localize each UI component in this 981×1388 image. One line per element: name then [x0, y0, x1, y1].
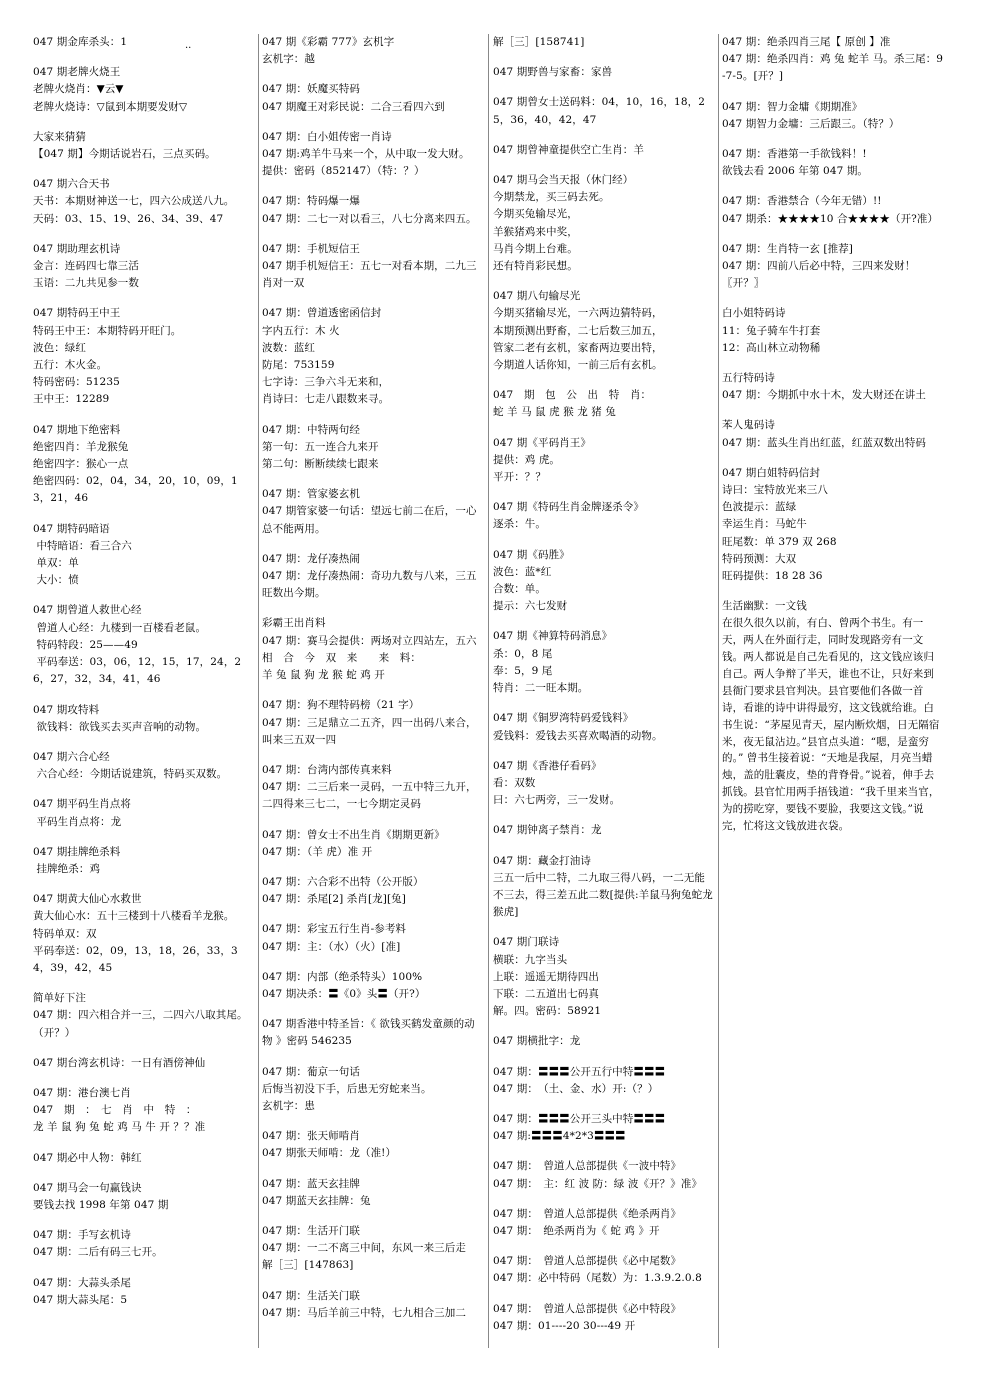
block-heading: 047 期：生肖特一玄 [推荐]: [722, 242, 854, 255]
text-block: [493, 1033, 715, 1050]
block-line: 合数：单。: [493, 583, 546, 596]
text-block: [262, 241, 484, 293]
block-heading: 047 期地下绝密料: [33, 423, 121, 436]
block-heading: 047 期：中特两句经: [262, 423, 360, 436]
block-heading: 047 期： 曾道人总部提供《绝杀两肖》: [493, 1207, 682, 1220]
text-block: [262, 81, 484, 115]
block-line: 047 期：四前八后必中特，三四来发财！〖开？〗: [722, 260, 916, 290]
block-heading: 047 期：龙仔凑热闹: [262, 552, 360, 565]
block-heading: 047 期：葡京一句话: [262, 1065, 360, 1078]
text-block: [493, 547, 715, 616]
block-heading: 047 期：曾女士不出生肖《期期更新》: [262, 828, 445, 841]
text-block: [493, 934, 715, 1020]
block-line: 11：兔子骑车牛打套: [722, 324, 821, 337]
block-line: 047 期决杀：〓《0》头〓（开?）: [262, 987, 426, 1000]
block-heading: 047 期 包 公 出 特 肖：: [493, 389, 652, 402]
text-block: [493, 822, 715, 839]
text-block: [493, 710, 715, 744]
block-line: 提示：六七发财: [493, 600, 568, 613]
block-line: 平码奉送：02，09，13，18，26，33，34，39，42，45: [33, 944, 238, 974]
block-heading: 047 期：手写玄机诗: [33, 1229, 131, 1242]
block-heading: 047 期香港中特圣旨：《 欲钱买鹤发童颜的动物 》密码 546235: [262, 1018, 475, 1048]
text-block: [493, 64, 715, 81]
block-line: 旺码提供：18 28 36: [722, 570, 823, 583]
text-block: [722, 99, 944, 133]
block-line: 平码奉送：03，06，12，15，17，24，26，27，32，34，41，46: [33, 656, 242, 686]
block-heading: 047 期：生活开门联: [262, 1224, 360, 1237]
block-heading: 047 期野兽与家畜：家兽: [493, 66, 613, 79]
block-line: 047 期：赛马会提供：两场对立四站左，五六 相 合 今 双 来 来 料：: [262, 634, 488, 664]
text-block: [33, 1227, 255, 1261]
block-line: 047 期：杀尾[2] 杀肖[龙][兔]: [262, 893, 406, 906]
block-line: 在很久很久以前，有白、曾两个书生。有一天，两人在外面行走，同时发现路旁有一文钱。两人都说是自己先看见的，这文钱应该归自己。两人争辩了半天，谁也不让，只好来到县衙门要求县官判决。县官要他们各做一首诗，看谁的诗中讲得最穷，这文钱就给谁。白书生说：“茅屋见青天，屋内断炊烟，日无隔宿米，夜无鼠沾边。”县官点头道：“嗯，是蛮穷的。” 曾书生接着说：“天地是我屋，月亮当蜡烛，盖的肚囊皮，垫的背脊骨。”说着，伸手去抓钱。县官忙用两手捂钱道：“我千里来当官，为的捞吃穿，要钱不要脸，我要这文钱。”说完，忙将这文钱放进衣袋。: [722, 617, 940, 833]
block-heading: 047 期《彩霸 777》玄机字: [262, 36, 395, 48]
block-heading: 生活幽默：一文钱: [722, 600, 807, 613]
text-block: [262, 34, 484, 68]
block-heading: 047 期八句输尽光: [493, 290, 581, 303]
block-heading: 047 期门联诗: [493, 936, 560, 949]
block-line: 第一句：五一连合九来开: [262, 440, 379, 453]
text-block: [493, 1158, 715, 1192]
text-block: [722, 465, 944, 585]
text-block: [262, 1176, 484, 1210]
block-line: 羊 兔 鼠 狗 龙 猴 蛇 鸡 开: [262, 669, 385, 682]
block-line: 047 期：三足鼎立二五齐，四一出码八来合，叫来三五双一四: [262, 716, 477, 746]
block-line: 今期买猪输尽光，一六两边猜特码，: [493, 307, 663, 320]
block-line: 047 期:鸡羊牛马来一个，从中取一发大财。: [262, 148, 470, 161]
text-block: [33, 602, 255, 688]
text-block: [33, 1180, 255, 1214]
block-line: 047 期：蓝头生肖出红蓝，红蓝双数出特码: [722, 436, 926, 449]
block-line: 047 期大蒜头尾：5: [33, 1293, 128, 1306]
block-line: 要钱去找 1998 年第 047 期: [33, 1198, 169, 1211]
block-heading: 047 期曾神童提供空亡生肖：羊: [493, 143, 644, 156]
block-heading: 047 期：蓝天玄挂牌: [262, 1177, 360, 1190]
block-line: 看：双数: [493, 776, 536, 789]
text-block: [493, 1111, 715, 1145]
block-line: 047 期智力金墉：三后跟三。（特？）: [722, 117, 900, 130]
block-line: 12：高山林立动物稀: [722, 341, 821, 354]
block-heading: 047 期平码生肖点将: [33, 798, 131, 811]
block-line: 今期禁龙，买三码去死。: [493, 191, 610, 204]
block-line: 管家二老有玄机，家畜两边要出特，: [493, 341, 663, 354]
block-heading: 彩霸王出肖料: [262, 617, 326, 630]
text-block: [722, 34, 944, 86]
block-line: 047 期：二七一对以看三，八七分离来四五。: [262, 212, 477, 225]
block-heading: 047 期：六合彩不出特（公开版）: [262, 875, 424, 888]
column-4: [722, 34, 944, 1348]
block-line: 绝密四码：02，04，34，20，10，09，13，21，46: [33, 475, 238, 505]
block-line: 天码：03、15、19、26、34、39、47: [33, 212, 224, 225]
block-heading: 047 期：狗不理特码榜（21 字）: [262, 699, 420, 712]
block-heading: 047 期《铜罗湾特码爱钱料》: [493, 712, 634, 725]
block-line: 047 期管家婆一句话：望远七前二在后，一心总不能两用。: [262, 505, 477, 535]
text-block: [33, 1150, 255, 1167]
text-block: [493, 172, 715, 275]
text-block: [722, 193, 944, 227]
block-line: 047 期：（羊 虎）准 开: [262, 845, 373, 858]
block-line: 玉语：二九共见参一数: [33, 277, 139, 290]
text-block: [493, 1064, 715, 1098]
text-block: [262, 1223, 484, 1275]
text-block: [493, 94, 715, 128]
block-line: 字内五行：木 火: [262, 324, 340, 337]
text-block: [33, 176, 255, 228]
block-heading: 047 期《码胜》: [493, 548, 570, 561]
block-line: 龙 羊 鼠 狗 兔 蛇 鸡 马 牛 开 ？？准: [33, 1121, 206, 1134]
block-heading: 解［三］[158741]: [493, 36, 585, 48]
text-block: [493, 387, 715, 421]
column-3: [493, 34, 715, 1348]
text-block: [33, 422, 255, 508]
block-line: 047 期魔王对彩民说：二合三看四六到: [262, 100, 445, 113]
text-block: [262, 874, 484, 908]
text-block: [33, 129, 255, 163]
block-heading: 047 期《平码肖王》: [493, 436, 591, 449]
block-heading: 047 期曾道人救世心经: [33, 604, 142, 617]
block-heading: 047 期：张天师啃肖: [262, 1130, 360, 1143]
block-line: 七字诗：三争六斗无来和，: [262, 376, 390, 389]
text-block: [493, 758, 715, 810]
block-line: 老牌火烧诗：▽鼠到本期要发财▽: [33, 100, 188, 113]
text-block: [493, 142, 715, 159]
block-line: 047 期： 主：红 波 防：绿 波《开？》准》: [493, 1177, 703, 1190]
text-block: [262, 827, 484, 861]
text-block: [33, 749, 255, 783]
block-heading: 047 期黄大仙心水救世: [33, 893, 142, 906]
block-line: 047 期：马后羊前三中特，七九相合三加二: [262, 1306, 466, 1319]
block-heading: 047 期金库杀头：1: [33, 36, 128, 48]
block-line: 杀：0，8 尾: [493, 647, 553, 660]
text-block: [33, 702, 255, 736]
block-line: 诗曰：宝特放光来三八: [722, 484, 828, 497]
block-line: 解。四。密码：58921: [493, 1005, 602, 1018]
text-block: [262, 305, 484, 408]
block-line: 解［三］[147863]: [262, 1259, 354, 1272]
block-line: 上联：遥遥无期待四出: [493, 970, 599, 983]
block-heading: 047 期：台湾内部传真来料: [262, 763, 392, 776]
block-heading: 047 期：藏金打油诗: [493, 854, 591, 867]
block-line: 挂牌绝杀：鸡: [33, 862, 101, 875]
block-heading: 047 期《特码生肖金牌逐杀令》: [493, 501, 644, 514]
block-heading: 047 期：白小姐传密一肖诗: [262, 130, 392, 143]
text-block: [33, 796, 255, 830]
block-line: 曰：六七两旁，三一发财。: [493, 794, 621, 807]
text-block: [493, 853, 715, 922]
block-line: 047 期张天师啃：龙（准!）: [262, 1147, 397, 1160]
text-block: [33, 1275, 255, 1309]
block-heading: 047 期《神算特码消息》: [493, 630, 613, 643]
text-block: [33, 891, 255, 977]
block-heading: 047 期横批字：龙: [493, 1035, 581, 1048]
block-line: 047 期： 绝杀两肖为《 蛇 鸡 》开: [493, 1224, 660, 1237]
block-line: 三五一后中二特，二九取三得八码，一二无能不三去，得三差五此二数[提供:羊鼠马狗兔蛇龙猴虎]: [493, 871, 713, 919]
text-block: [33, 844, 255, 878]
text-block: [33, 1085, 255, 1137]
text-block: [33, 34, 255, 51]
text-block: [33, 521, 255, 590]
text-block: [493, 499, 715, 533]
block-line: 047 期手机短信王：五七一对看本期，二九三肖对一双: [262, 260, 477, 290]
block-line: 波数：蓝红: [262, 341, 315, 354]
block-line: 平开：？？: [493, 471, 546, 484]
text-block: [262, 921, 484, 955]
block-heading: 047 期：内部（绝杀特头）100%: [262, 970, 423, 983]
block-line: 马肖今期上台难。: [493, 242, 578, 255]
block-line: 王中王：12289: [33, 393, 110, 406]
block-heading: 047 期曾女士送码料：04，10，16，18，25，36，40，42，47: [493, 96, 706, 126]
block-line: 羊猴猪鸡来中奖，: [493, 225, 578, 238]
block-heading: 047 期台湾玄机诗：一日有酒傍神仙: [33, 1056, 206, 1069]
block-heading: 047 期：智力金墉《期期准》: [722, 100, 863, 113]
block-line: 特码特段：25——49: [33, 638, 138, 651]
text-block: [493, 288, 715, 374]
block-line: 047 期 ： 七 肖 中 特 ：: [33, 1104, 197, 1117]
block-heading: 047 期六合天书: [33, 178, 110, 191]
block-line: 玄机字：患: [262, 1099, 315, 1112]
block-line: 下联：二五道出七码真: [493, 987, 599, 1000]
column-divider: [258, 34, 259, 1348]
block-line: 色波提示：蓝绿: [722, 501, 797, 514]
block-line: 047 期：二后有码三七开。: [33, 1246, 163, 1259]
text-block: [493, 628, 715, 697]
block-line: 047 期：龙仔凑热闹：奇功九数与八来，三五旺数出今期。: [262, 570, 477, 600]
text-block: [493, 1301, 715, 1335]
block-line: 蛇 羊 马 鼠 虎 猴 龙 猪 兔: [493, 406, 616, 419]
block-line: 金言：连码四七靠三活: [33, 260, 139, 273]
text-block: [262, 1064, 484, 1116]
text-block: [33, 1055, 255, 1072]
block-heading: 大家来猜猜: [33, 130, 86, 143]
block-line: 提供：密码（852147）（特：？）: [262, 165, 425, 178]
block-heading: 047 期：绝杀四肖三尾【 原创 】准: [722, 36, 891, 48]
column-2: [262, 34, 488, 1348]
text-block: [262, 422, 484, 474]
text-block: [262, 762, 484, 814]
block-heading: 047 期：特码爆一爆: [262, 195, 360, 208]
block-heading: 047 期马会一句赢钱诀: [33, 1181, 142, 1194]
block-heading: 047 期：香港禁合（今年无错）!!: [722, 195, 882, 208]
text-block: [493, 1206, 715, 1240]
block-line: 黄大仙心水：五十三楼到十八楼看羊龙猴。: [33, 910, 235, 923]
block-line: 提供：鸡 虎。: [493, 453, 561, 466]
text-block: [722, 241, 944, 293]
block-heading: 白小姐特码诗: [722, 307, 786, 320]
block-line: 特码密码：51235: [33, 376, 120, 389]
block-line: 中特暗语：看三合六: [33, 539, 132, 552]
block-heading: 047 期马会当天报（休门经）: [493, 174, 634, 187]
block-line: 还有特肖彩民想。: [493, 260, 578, 273]
text-block: [722, 146, 944, 180]
block-heading: 047 期助理玄机诗: [33, 242, 121, 255]
column-1: [33, 34, 255, 1348]
block-heading: 047 期：妖魔买特码: [262, 83, 360, 96]
text-block: [262, 1288, 484, 1322]
text-block: [722, 305, 944, 357]
block-line: 平码生肖点将：龙: [33, 815, 122, 828]
block-heading: 047 期：香港第一手欲钱料！!: [722, 148, 867, 161]
text-block: [33, 241, 255, 293]
block-line: 047 期：01----20 30---49 开: [493, 1319, 636, 1332]
block-heading: 047 期：生活关门联: [262, 1289, 360, 1302]
text-block: [722, 370, 944, 404]
block-line: 047 期:〓〓〓4*2*3〓〓〓: [493, 1130, 626, 1143]
block-heading: 047 期六合心经: [33, 750, 110, 763]
block-line: 欲钱料：欲钱买去买声音响的动物。: [33, 720, 207, 733]
block-line: 五行：木火金。: [33, 359, 108, 372]
text-block: [33, 64, 255, 116]
block-line: 特肖：二一旺本期。: [493, 682, 589, 695]
block-heading: 047 期《香港仔看码》: [493, 759, 602, 772]
block-line: 特码单双：双: [33, 927, 97, 940]
block-line: 天书：本期财神送一七，四六公成送八九。: [33, 195, 235, 208]
block-heading: 047 期：曾道透密函信封: [262, 307, 382, 320]
column-divider: [718, 34, 719, 1348]
block-heading: 047 期攻特料: [33, 703, 100, 716]
block-line: 047 期：一二不离三中间，东风一来三后走: [262, 1242, 466, 1255]
text-block: [262, 1016, 484, 1050]
text-block: [493, 34, 715, 51]
block-line: 旺尾数：单 379 双 268: [722, 535, 837, 548]
block-line: 绝密四肖：羊龙猴兔: [33, 440, 129, 453]
block-heading: 047 期特码暗语: [33, 522, 110, 535]
block-line: 047 期：主：（水）（火）[准]: [262, 940, 401, 953]
text-block: [722, 417, 944, 451]
block-line: 047 期： （土、金、水）开:（？）: [493, 1082, 659, 1095]
block-line: 幸运生肖：马蛇牛: [722, 518, 807, 531]
block-line: 047 期蓝天玄挂牌：兔: [262, 1194, 371, 1207]
block-heading: 047 期： 曾道人总部提供《必中特段》: [493, 1302, 682, 1315]
block-line: 绝密四字：猴心一点: [33, 458, 129, 471]
text-block: [262, 193, 484, 227]
block-line: 特码预测：大双: [722, 552, 797, 565]
block-line: 047 期：二三后来一灵码，一五中特三九开，二四得来三七二，一七今期定灵码: [262, 781, 477, 811]
block-line: 单双：单: [33, 557, 79, 570]
block-heading: 047 期：彩宝五行生肖-参考料: [262, 923, 407, 936]
block-heading: 047 期钟离子禁肖：龙: [493, 824, 602, 837]
block-line: 曾道人心经：九楼到一百楼看老鼠。: [33, 621, 207, 634]
block-heading: 047 期：〓〓〓公开三头中特〓〓〓: [493, 1112, 666, 1125]
block-heading: 五行特码诗: [722, 372, 775, 385]
text-block: [262, 615, 488, 684]
block-line: 047 期：四六相合并一三，二四六八取其尾。（开？）: [33, 1009, 248, 1039]
block-line: 六合心经：今期话说建筑，特码买双数。: [33, 768, 228, 781]
block-line: 047 期：今期抓中水十木，发大财还在讲土: [722, 389, 926, 402]
block-heading: 047 期挂牌绝杀料: [33, 845, 121, 858]
block-heading: 047 期特码王中王: [33, 307, 121, 320]
block-heading: 047 期：港台澳七肖: [33, 1086, 131, 1099]
text-block: [262, 129, 484, 181]
block-line: 老牌火烧肖：▼云▼: [33, 83, 124, 96]
block-line: 波色：绿红: [33, 341, 86, 354]
block-line: 横联：九字当头: [493, 953, 568, 966]
column-divider: [488, 34, 489, 1348]
block-heading: 047 期： 曾道人总部提供《必中尾数》: [493, 1255, 682, 1268]
block-line: 今期买兔输尽光，: [493, 208, 578, 221]
block-line: 欲钱去看 2006 年第 047 期。: [722, 165, 869, 178]
block-line: 逐杀：牛。: [493, 518, 546, 531]
block-line: 爱钱料：爱钱去买喜欢喝酒的动物。: [493, 729, 663, 742]
top-mark: ..: [185, 40, 192, 51]
text-block: [262, 697, 484, 749]
block-line: 特码王中王：本期特码开旺门。: [33, 324, 182, 337]
block-heading: 047 期：大蒜头杀尾: [33, 1276, 131, 1289]
block-heading: 047 期： 曾道人总部提供《一波中特》: [493, 1160, 682, 1173]
block-line: 【047 期】今期话说岩石，三点买码。: [33, 148, 216, 161]
block-heading: 苯人鬼码诗: [722, 419, 775, 432]
text-block: [33, 305, 255, 408]
text-block: [262, 551, 484, 603]
block-line: 大小：愤: [33, 574, 79, 587]
block-line: 047 期杀：★★★★10 合★★★★（开?准）: [722, 212, 939, 225]
block-heading: 047 期白姐特码信封: [722, 466, 820, 479]
block-line: 肖诗曰：七走八跟数来寻。: [262, 393, 390, 406]
text-block: [262, 969, 484, 1003]
block-heading: 047 期：手机短信王: [262, 242, 360, 255]
text-block: [493, 435, 715, 487]
block-line: 玄机字：越: [262, 53, 315, 66]
text-block: [262, 1128, 484, 1162]
block-heading: 简单好下注: [33, 992, 86, 1005]
story-block: [722, 598, 944, 835]
block-line: 047 期：必中特码（尾数）为：1.3.9.2.0.8: [493, 1272, 702, 1285]
text-block: [262, 486, 484, 538]
block-line: 第二句：断断续续七跟来: [262, 458, 379, 471]
block-line: 波色：蓝*红: [493, 565, 552, 578]
block-line: 本期预测出野畜，二七后数三加五，: [493, 324, 663, 337]
text-block: [493, 1253, 715, 1287]
block-line: 后悔当初没下手，后患无穷蛇来当。: [262, 1082, 432, 1095]
text-block: [33, 990, 255, 1042]
block-heading: 047 期：管家婆玄机: [262, 488, 360, 501]
block-heading: 047 期：〓〓〓公开五行中特〓〓〓: [493, 1065, 666, 1078]
block-heading: 047 期老牌火烧王: [33, 66, 121, 79]
block-line: 防尾：753159: [262, 359, 335, 372]
block-heading: 047 期必中人物：韩红: [33, 1151, 142, 1164]
block-line: 047 期：绝杀四肖：鸡 兔 蛇羊 马。杀三尾：9-7-5。[开？]: [722, 53, 944, 83]
block-line: 奉：5，9 尾: [493, 664, 553, 677]
block-line: 今期道人话你知，一前三后有玄机。: [493, 359, 663, 372]
